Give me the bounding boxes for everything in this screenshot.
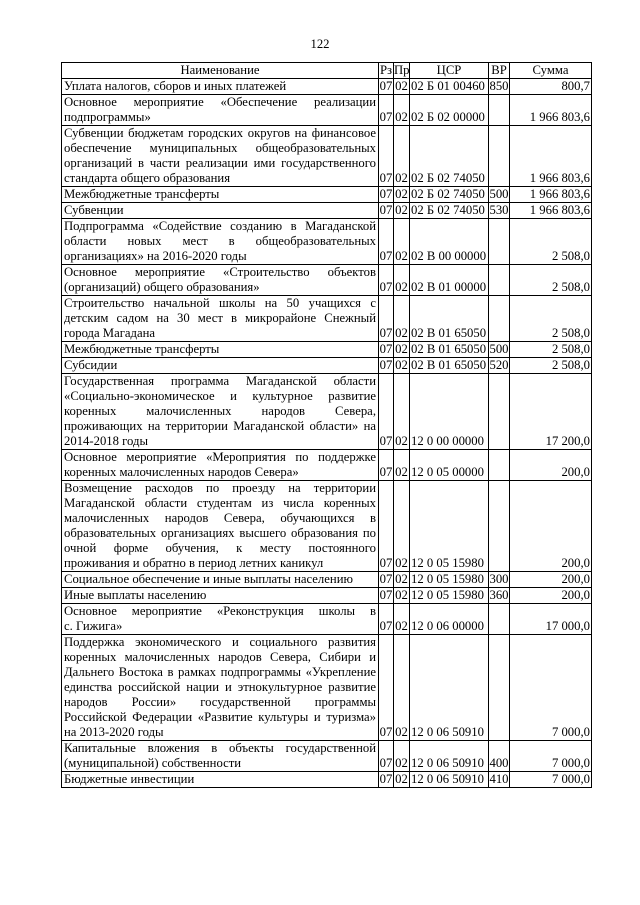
cell-sum: 7 000,0 [510, 772, 592, 788]
cell-rz: 07 [379, 95, 394, 126]
cell-sum: 800,7 [510, 79, 592, 95]
cell-sum: 2 508,0 [510, 342, 592, 358]
name-line: обеспечение муниципальных общеобразовательных [64, 141, 376, 155]
cell-csr: 12 0 06 50910 [410, 772, 489, 788]
cell-sum: 2 508,0 [510, 219, 592, 265]
name-line: с. Гижига» [64, 619, 123, 633]
name-line: Дальнего Востока в рамках подпрограммы «Укрепление [64, 665, 376, 679]
name-line: коренных малочисленных народов Севера» [64, 465, 299, 479]
cell-csr: 12 0 05 00000 [410, 450, 489, 481]
cell-name [62, 342, 379, 358]
cell-name [62, 604, 379, 635]
name-line: 2014-2018 годы [64, 434, 148, 448]
name-line: проживающих на территории Магаданской области» на [64, 419, 376, 433]
cell-name [62, 572, 379, 588]
name-line: на 2013-2020 годы [64, 725, 164, 739]
name-line: области новых мест в общеобразовательных [64, 234, 376, 248]
cell-csr: 02 Б 01 00460 [410, 79, 489, 95]
name-line: Субвенции [64, 203, 124, 217]
name-line: организациях» на 2016-2020 годы [64, 249, 247, 263]
cell-pr: 02 [395, 772, 408, 786]
table-row [62, 296, 592, 342]
name-line: Социальное обеспечение и иные выплаты населению [64, 572, 353, 586]
cell-rz: 07 [379, 604, 394, 635]
cell-sum: 1 966 803,6 [510, 95, 592, 126]
cell-vr [489, 219, 510, 265]
name-line: Субсидии [64, 358, 118, 372]
cell-name [62, 95, 379, 126]
cell-vr [489, 604, 510, 635]
cell-vr: 500 [489, 342, 509, 356]
cell-pr: 02 [395, 572, 408, 586]
name-line: Иные выплаты населению [64, 588, 207, 602]
table-row [62, 265, 592, 296]
cell-name [62, 203, 379, 219]
header-name: Наименование [62, 63, 379, 79]
cell-vr [489, 481, 510, 572]
name-line: стандарта общего образования [64, 171, 231, 185]
cell-sum: 1 966 803,6 [510, 203, 592, 219]
name-line: проживания и обратно в период летних каникул [64, 556, 324, 570]
header-sum: Сумма [510, 63, 592, 79]
cell-pr: 02 [394, 635, 410, 741]
cell-vr [489, 126, 510, 187]
cell-name [62, 772, 379, 788]
cell-vr: 850 [489, 79, 509, 93]
name-line: Межбюджетные трансферты [64, 187, 220, 201]
cell-rz: 07 [379, 265, 394, 296]
name-line: народов России» государственной программы [64, 695, 376, 709]
cell-rz: 07 [379, 79, 393, 93]
cell-vr [489, 296, 510, 342]
cell-rz: 07 [379, 588, 393, 602]
table-row [62, 79, 592, 95]
cell-sum: 200,0 [510, 450, 592, 481]
cell-name [62, 481, 379, 572]
cell-name [62, 358, 379, 374]
cell-rz: 07 [379, 203, 393, 217]
name-line: организаций в части реализации ими государственного [64, 156, 376, 170]
name-line: Возмещение расходов по проезду на территории [64, 481, 376, 495]
cell-rz: 07 [379, 450, 394, 481]
cell-vr [489, 374, 510, 450]
cell-csr: 02 Б 02 74050 [410, 203, 489, 219]
name-line: «Социально-экономическое и культурное развитие [64, 389, 376, 403]
cell-pr: 02 [395, 187, 408, 201]
cell-pr: 02 [395, 79, 408, 93]
header-pr: Пр [394, 63, 410, 77]
cell-csr: 12 0 00 00000 [410, 374, 489, 450]
table-row [62, 374, 592, 450]
cell-sum: 17 000,0 [510, 604, 592, 635]
cell-csr: 02 Б 02 74050 [410, 126, 489, 187]
cell-rz: 07 [379, 741, 394, 772]
cell-sum: 1 966 803,6 [510, 187, 592, 203]
header-csr: ЦСР [410, 63, 489, 79]
cell-pr: 02 [395, 203, 408, 217]
cell-vr [489, 450, 510, 481]
cell-rz: 07 [379, 296, 394, 342]
table-row [62, 772, 592, 788]
name-line: очной форме обучения, к месту постоянного [64, 541, 376, 555]
cell-rz: 07 [379, 635, 394, 741]
name-line: Основное мероприятие «Строительство объектов [64, 265, 376, 279]
cell-name [62, 741, 379, 772]
cell-pr: 02 [394, 296, 410, 342]
name-line: Капитальные вложения в объекты государственной [64, 741, 376, 755]
cell-pr: 02 [394, 126, 410, 187]
cell-sum: 2 508,0 [510, 265, 592, 296]
name-line: Межбюджетные трансферты [64, 342, 220, 356]
cell-csr: 02 В 01 65050 [410, 358, 489, 374]
cell-pr: 02 [395, 342, 408, 356]
cell-vr: 530 [489, 203, 509, 217]
cell-rz: 07 [379, 374, 394, 450]
name-line: Поддержка экономического и социального развития [64, 635, 376, 649]
table-row [62, 604, 592, 635]
cell-csr: 12 0 05 15980 [410, 588, 489, 604]
cell-vr: 300 [489, 572, 509, 586]
cell-pr: 02 [394, 604, 410, 635]
cell-sum: 2 508,0 [510, 358, 592, 374]
budget-table [61, 62, 592, 788]
table-row [62, 358, 592, 374]
cell-name [62, 126, 379, 187]
cell-name [62, 187, 379, 203]
name-line: коренных малочисленных народов Севера, [64, 404, 376, 418]
name-line: Основное мероприятие «Обеспечение реализации [64, 95, 376, 109]
cell-csr: 12 0 05 15980 [410, 572, 489, 588]
table-row [62, 588, 592, 604]
table-header-row [62, 63, 592, 79]
cell-name [62, 635, 379, 741]
cell-pr: 02 [395, 358, 408, 372]
cell-pr: 02 [395, 588, 408, 602]
cell-sum: 1 966 803,6 [510, 126, 592, 187]
name-line: Основное мероприятие «Мероприятия по поддержке [64, 450, 376, 464]
cell-rz: 07 [379, 126, 394, 187]
table-row [62, 95, 592, 126]
table-row [62, 450, 592, 481]
page-number: 122 [310, 37, 330, 51]
cell-csr: 02 В 01 65050 [410, 296, 489, 342]
cell-name [62, 450, 379, 481]
cell-sum: 200,0 [510, 588, 592, 604]
cell-pr: 02 [394, 374, 410, 450]
cell-pr: 02 [394, 219, 410, 265]
cell-csr: 02 В 01 00000 [410, 265, 489, 296]
name-line: образовательных организациях высшего образования по [64, 526, 376, 540]
header-rz: Рз [379, 63, 393, 77]
table-row [62, 635, 592, 741]
cell-name [62, 296, 379, 342]
name-line: города Магадана [64, 326, 156, 340]
name-line: Основное мероприятие «Реконструкция школы в [64, 604, 376, 618]
cell-csr: 02 В 00 00000 [410, 219, 489, 265]
cell-rz: 07 [379, 219, 394, 265]
cell-pr: 02 [394, 481, 410, 572]
table-row [62, 481, 592, 572]
cell-csr: 02 Б 02 74050 [410, 187, 489, 203]
cell-vr: 410 [489, 772, 509, 786]
name-line: Подпрограмма «Содействие созданию в Магаданской [64, 219, 376, 233]
cell-rz: 07 [379, 772, 393, 786]
table-body [62, 79, 592, 788]
cell-vr: 520 [489, 358, 509, 372]
cell-sum: 2 508,0 [510, 296, 592, 342]
cell-name [62, 588, 379, 604]
name-line: Магаданской области студентам из числа коренных [64, 496, 376, 510]
name-line: Российской Федерации «Развитие культуры и туризма» [64, 710, 376, 724]
name-line: Субвенции бюджетам городских округов на финансовое [64, 126, 376, 140]
name-line: коренных малочисленных народов Севера, Сибири и [64, 650, 376, 664]
table-row [62, 342, 592, 358]
cell-sum: 17 200,0 [510, 374, 592, 450]
name-line: малочисленных народов Севера, обучающихся в [64, 511, 376, 525]
cell-rz: 07 [379, 187, 393, 201]
cell-rz: 07 [379, 342, 393, 356]
cell-sum: 7 000,0 [510, 741, 592, 772]
table-row [62, 572, 592, 588]
name-line: подпрограммы» [64, 110, 151, 124]
cell-csr: 12 0 06 50910 [410, 741, 489, 772]
cell-sum: 200,0 [510, 572, 592, 588]
cell-rz: 07 [379, 358, 393, 372]
name-line: Бюджетные инвестиции [64, 772, 195, 786]
cell-pr: 02 [394, 265, 410, 296]
name-line: (муниципальной) собственности [64, 756, 242, 770]
table-row [62, 187, 592, 203]
cell-name [62, 79, 379, 95]
table-row [62, 219, 592, 265]
cell-rz: 07 [379, 572, 393, 586]
cell-pr: 02 [394, 450, 410, 481]
cell-name [62, 374, 379, 450]
table-row [62, 126, 592, 187]
name-line: детским садом на 30 мест в микрорайоне Снежный [64, 311, 376, 325]
table-row [62, 741, 592, 772]
cell-csr: 12 0 05 15980 [410, 481, 489, 572]
cell-name [62, 219, 379, 265]
cell-vr [489, 635, 510, 741]
cell-pr: 02 [394, 741, 410, 772]
name-line: Строительство начальной школы на 50 учащихся с [64, 296, 376, 310]
cell-vr [489, 95, 510, 126]
cell-sum: 200,0 [510, 481, 592, 572]
name-line: единства российской нации и этнокультурное развитие [64, 680, 376, 694]
cell-vr: 400 [489, 741, 510, 772]
cell-csr: 02 Б 02 00000 [410, 95, 489, 126]
cell-vr: 500 [489, 187, 509, 201]
cell-csr: 12 0 06 50910 [410, 635, 489, 741]
name-line: Уплата налогов, сборов и иных платежей [64, 79, 287, 93]
cell-rz: 07 [379, 481, 394, 572]
name-line: Государственная программа Магаданской области [64, 374, 376, 388]
cell-csr: 12 0 06 00000 [410, 604, 489, 635]
cell-vr [489, 265, 510, 296]
header-vr: ВР [489, 63, 510, 79]
cell-csr: 02 В 01 65050 [410, 342, 489, 358]
cell-name [62, 265, 379, 296]
table-row [62, 203, 592, 219]
cell-sum: 7 000,0 [510, 635, 592, 741]
cell-vr: 360 [489, 588, 509, 602]
cell-pr: 02 [394, 95, 410, 126]
name-line: (организаций) общего образования» [64, 280, 260, 294]
